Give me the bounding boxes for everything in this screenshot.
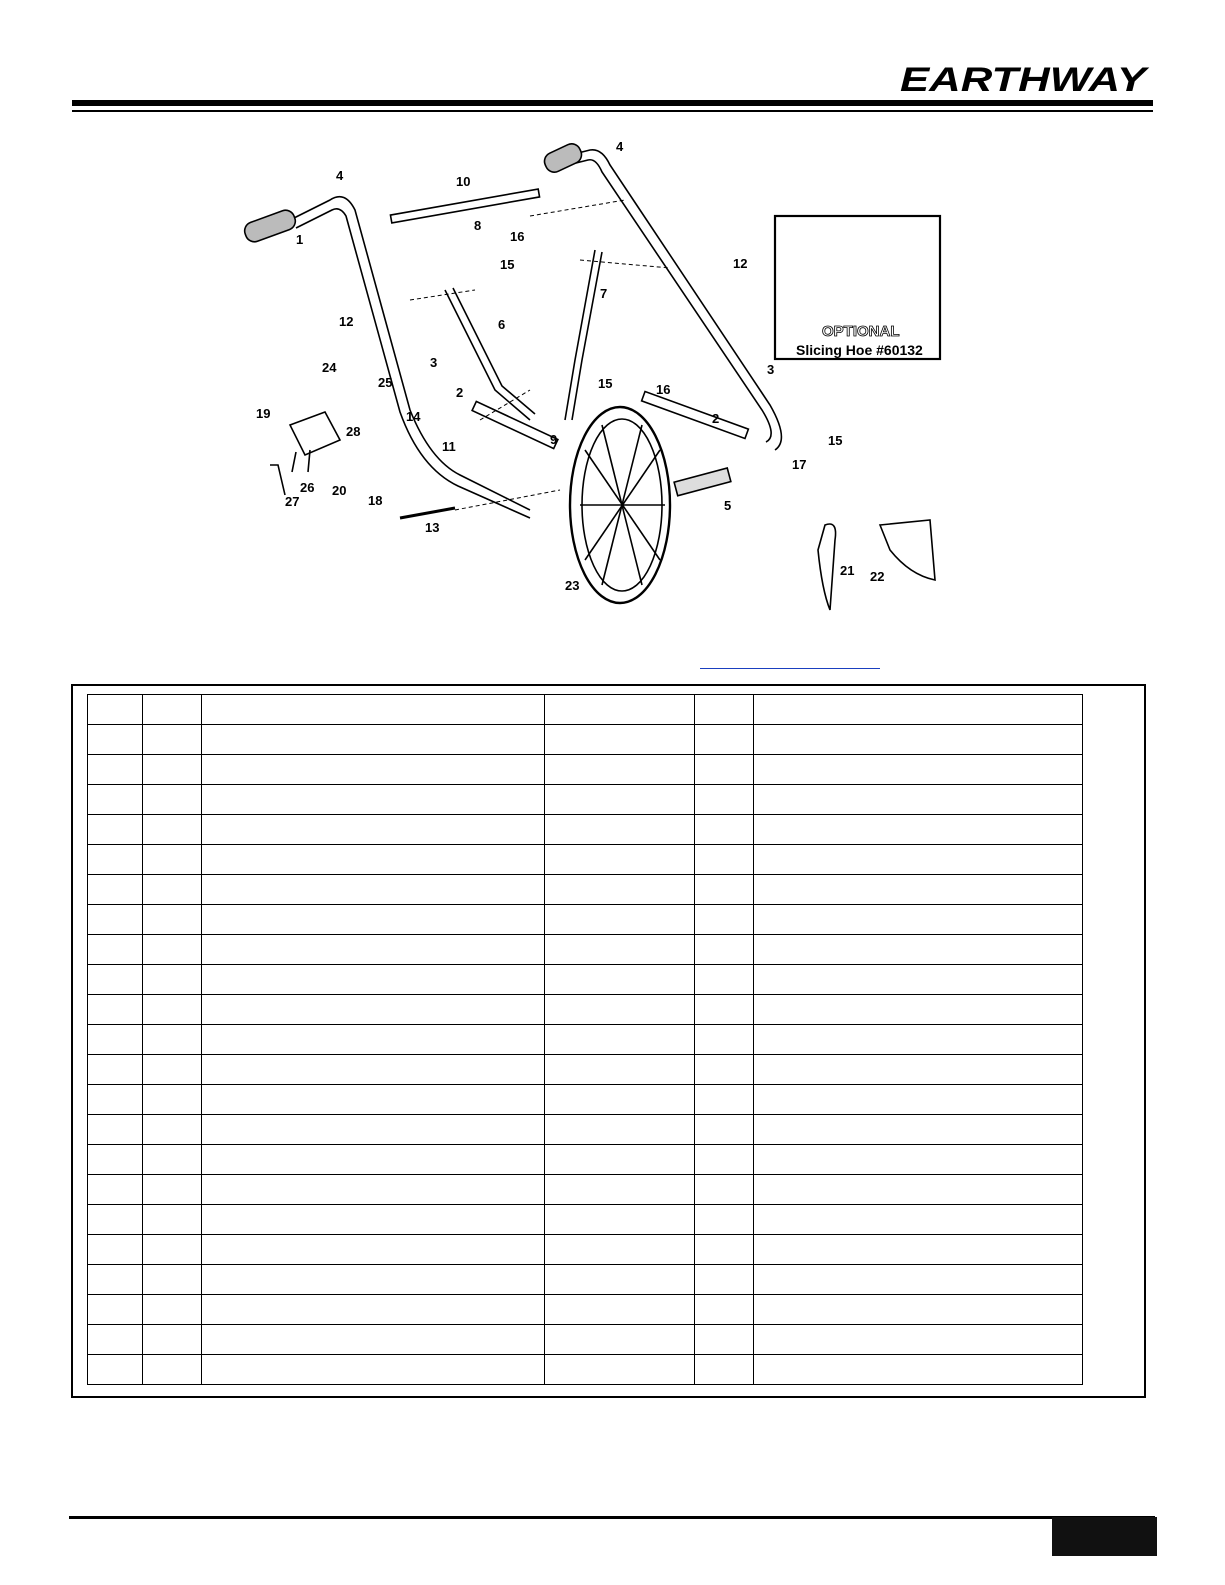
callout-10: 10	[456, 174, 471, 189]
table-cell	[202, 1145, 545, 1175]
table-cell	[88, 755, 143, 785]
header-rule-thick	[72, 100, 1153, 106]
callout-12b: 12	[733, 256, 748, 271]
table-cell	[754, 1085, 1083, 1115]
earthway-logo	[896, 58, 1154, 98]
table-row	[88, 1295, 1083, 1325]
table-cell	[754, 755, 1083, 785]
table-cell	[202, 695, 545, 725]
table-cell	[754, 1295, 1083, 1325]
callout-17: 17	[792, 457, 807, 472]
table-row	[88, 1085, 1083, 1115]
callout-2b: 2	[712, 411, 720, 426]
table-cell	[88, 935, 143, 965]
table-cell	[695, 1085, 754, 1115]
callout-4a: 4	[336, 168, 344, 183]
callout-15a: 15	[500, 257, 515, 272]
table-cell	[88, 695, 143, 725]
table-cell	[754, 995, 1083, 1025]
table-cell	[545, 1145, 695, 1175]
table-cell	[545, 815, 695, 845]
callout-24: 24	[322, 360, 337, 375]
table-cell	[545, 995, 695, 1025]
table-cell	[202, 1025, 545, 1055]
table-cell	[754, 1175, 1083, 1205]
footer-rule	[69, 1516, 1155, 1519]
callout-1: 1	[296, 232, 304, 247]
table-row	[88, 935, 1083, 965]
table-row	[88, 725, 1083, 755]
table-cell	[88, 995, 143, 1025]
table-row	[88, 845, 1083, 875]
table-row	[88, 1025, 1083, 1055]
table-cell	[695, 1115, 754, 1145]
table-cell	[202, 1265, 545, 1295]
table-cell	[754, 1235, 1083, 1265]
callout-28: 28	[346, 424, 361, 439]
page-number-tab	[1052, 1517, 1157, 1556]
callout-3b: 3	[767, 362, 775, 377]
table-cell	[88, 1175, 143, 1205]
callout-6: 6	[498, 317, 506, 332]
table-cell	[202, 1055, 545, 1085]
table-row	[88, 815, 1083, 845]
header-rule-thin	[72, 110, 1153, 112]
table-cell	[202, 1295, 545, 1325]
table-cell	[88, 1115, 143, 1145]
table-cell	[143, 695, 202, 725]
table-cell	[88, 1325, 143, 1355]
table-cell	[143, 725, 202, 755]
table-row	[88, 905, 1083, 935]
table-cell	[202, 845, 545, 875]
table-cell	[143, 875, 202, 905]
table-cell	[143, 965, 202, 995]
brand-wordmark: EARTHWAY	[900, 61, 1151, 98]
table-cell	[695, 755, 754, 785]
table-cell	[88, 965, 143, 995]
table-cell	[143, 1205, 202, 1235]
callout-23: 23	[565, 578, 580, 593]
table-cell	[202, 725, 545, 755]
table-row	[88, 1055, 1083, 1085]
table-row	[88, 1205, 1083, 1235]
table-cell	[202, 755, 545, 785]
callout-14: 14	[406, 409, 421, 424]
table-cell	[88, 905, 143, 935]
table-cell	[202, 785, 545, 815]
table-cell	[88, 1145, 143, 1175]
table-cell	[754, 1115, 1083, 1145]
table-cell	[143, 1055, 202, 1085]
table-cell	[545, 905, 695, 935]
table-cell	[545, 785, 695, 815]
table-cell	[143, 1115, 202, 1145]
table-cell	[143, 1325, 202, 1355]
table-cell	[695, 1175, 754, 1205]
table-row	[88, 1175, 1083, 1205]
table-cell	[202, 1355, 545, 1385]
table-cell	[695, 935, 754, 965]
table-row	[88, 965, 1083, 995]
table-cell	[695, 1145, 754, 1175]
table-cell	[88, 1355, 143, 1385]
table-cell	[695, 785, 754, 815]
table-cell	[143, 935, 202, 965]
table-cell	[202, 815, 545, 845]
optional-title: OPTIONAL	[822, 323, 900, 340]
table-cell	[143, 1025, 202, 1055]
table-cell	[545, 1205, 695, 1235]
table-cell	[754, 965, 1083, 995]
table-cell	[754, 725, 1083, 755]
table-cell	[202, 1085, 545, 1115]
table-cell	[143, 995, 202, 1025]
table-cell	[545, 1235, 695, 1265]
table-cell	[754, 1355, 1083, 1385]
table-cell	[545, 1025, 695, 1055]
table-cell	[202, 935, 545, 965]
table-cell	[695, 905, 754, 935]
table-cell	[143, 905, 202, 935]
callout-25: 25	[378, 375, 393, 390]
table-cell	[754, 1145, 1083, 1175]
table-row	[88, 1235, 1083, 1265]
callout-4b: 4	[616, 139, 624, 154]
table-cell	[545, 1295, 695, 1325]
exploded-parts-diagram	[230, 120, 970, 640]
table-row	[88, 995, 1083, 1025]
callout-27: 27	[285, 494, 300, 509]
parts-table-body	[88, 695, 1083, 1385]
table-cell	[88, 1085, 143, 1115]
table-cell	[88, 1055, 143, 1085]
callout-3a: 3	[430, 355, 438, 370]
callout-5: 5	[724, 498, 732, 513]
table-cell	[695, 1205, 754, 1235]
table-cell	[545, 1115, 695, 1145]
table-cell	[202, 1115, 545, 1145]
table-cell	[695, 695, 754, 725]
table-cell	[695, 1295, 754, 1325]
table-cell	[545, 755, 695, 785]
table-row	[88, 695, 1083, 725]
table-cell	[695, 1325, 754, 1355]
table-cell	[143, 1355, 202, 1385]
table-cell	[545, 695, 695, 725]
table-cell	[202, 1235, 545, 1265]
table-cell	[545, 1265, 695, 1295]
table-cell	[754, 935, 1083, 965]
callout-20: 20	[332, 483, 347, 498]
parts-table	[87, 694, 1083, 1385]
callout-15b: 15	[598, 376, 613, 391]
callout-8: 8	[474, 218, 482, 233]
table-cell	[143, 1265, 202, 1295]
table-cell	[202, 1205, 545, 1235]
table-row	[88, 1115, 1083, 1145]
table-cell	[88, 785, 143, 815]
table-cell	[695, 725, 754, 755]
table-cell	[545, 1325, 695, 1355]
table-cell	[545, 845, 695, 875]
table-cell	[202, 965, 545, 995]
table-cell	[754, 875, 1083, 905]
table-cell	[143, 785, 202, 815]
table-cell	[545, 1085, 695, 1115]
table-cell	[202, 1175, 545, 1205]
callout-11: 11	[442, 439, 456, 454]
table-cell	[202, 995, 545, 1025]
table-cell	[545, 965, 695, 995]
table-cell	[545, 875, 695, 905]
table-cell	[143, 1295, 202, 1325]
callout-2a: 2	[456, 385, 464, 400]
table-cell	[143, 845, 202, 875]
table-cell	[754, 1055, 1083, 1085]
table-cell	[754, 1325, 1083, 1355]
table-cell	[754, 905, 1083, 935]
table-cell	[754, 845, 1083, 875]
callout-16b: 16	[656, 382, 671, 397]
callout-16a: 16	[510, 229, 525, 244]
table-cell	[143, 1235, 202, 1265]
table-cell	[143, 1085, 202, 1115]
table-cell	[88, 1235, 143, 1265]
table-cell	[695, 1235, 754, 1265]
callout-19: 19	[256, 406, 271, 421]
table-cell	[754, 1025, 1083, 1055]
callout-9: 9	[550, 432, 558, 447]
table-cell	[545, 1055, 695, 1085]
callout-13: 13	[425, 520, 440, 535]
table-cell	[88, 1295, 143, 1325]
table-cell	[545, 1355, 695, 1385]
table-row	[88, 1265, 1083, 1295]
table-cell	[202, 875, 545, 905]
table-cell	[88, 725, 143, 755]
table-row	[88, 785, 1083, 815]
callout-26: 26	[300, 480, 315, 495]
table-row	[88, 1325, 1083, 1355]
table-row	[88, 875, 1083, 905]
table-cell	[695, 1055, 754, 1085]
callout-22: 22	[870, 569, 885, 584]
table-cell	[143, 755, 202, 785]
table-cell	[754, 785, 1083, 815]
table-cell	[202, 1325, 545, 1355]
table-row	[88, 1355, 1083, 1385]
table-cell	[143, 815, 202, 845]
callout-18: 18	[368, 493, 383, 508]
table-cell	[754, 1205, 1083, 1235]
callout-21: 21	[840, 563, 855, 578]
table-cell	[545, 725, 695, 755]
table-cell	[695, 1265, 754, 1295]
table-cell	[695, 815, 754, 845]
table-cell	[695, 965, 754, 995]
table-cell	[88, 845, 143, 875]
table-cell	[754, 815, 1083, 845]
table-cell	[695, 845, 754, 875]
table-cell	[754, 695, 1083, 725]
table-cell	[143, 1145, 202, 1175]
table-cell	[88, 1265, 143, 1295]
table-cell	[695, 995, 754, 1025]
table-row	[88, 755, 1083, 785]
table-cell	[695, 875, 754, 905]
table-cell	[545, 1175, 695, 1205]
callout-15c: 15	[828, 433, 843, 448]
optional-caption: Slicing Hoe #60132	[796, 342, 923, 358]
table-row	[88, 1145, 1083, 1175]
table-cell	[88, 875, 143, 905]
table-cell	[88, 1205, 143, 1235]
table-cell	[88, 1025, 143, 1055]
table-cell	[545, 935, 695, 965]
link-underline	[700, 668, 880, 669]
table-cell	[143, 1175, 202, 1205]
table-cell	[695, 1025, 754, 1055]
table-cell	[202, 905, 545, 935]
table-cell	[695, 1355, 754, 1385]
table-cell	[88, 815, 143, 845]
callout-7: 7	[600, 286, 608, 301]
callout-12a: 12	[339, 314, 354, 329]
table-cell	[754, 1265, 1083, 1295]
